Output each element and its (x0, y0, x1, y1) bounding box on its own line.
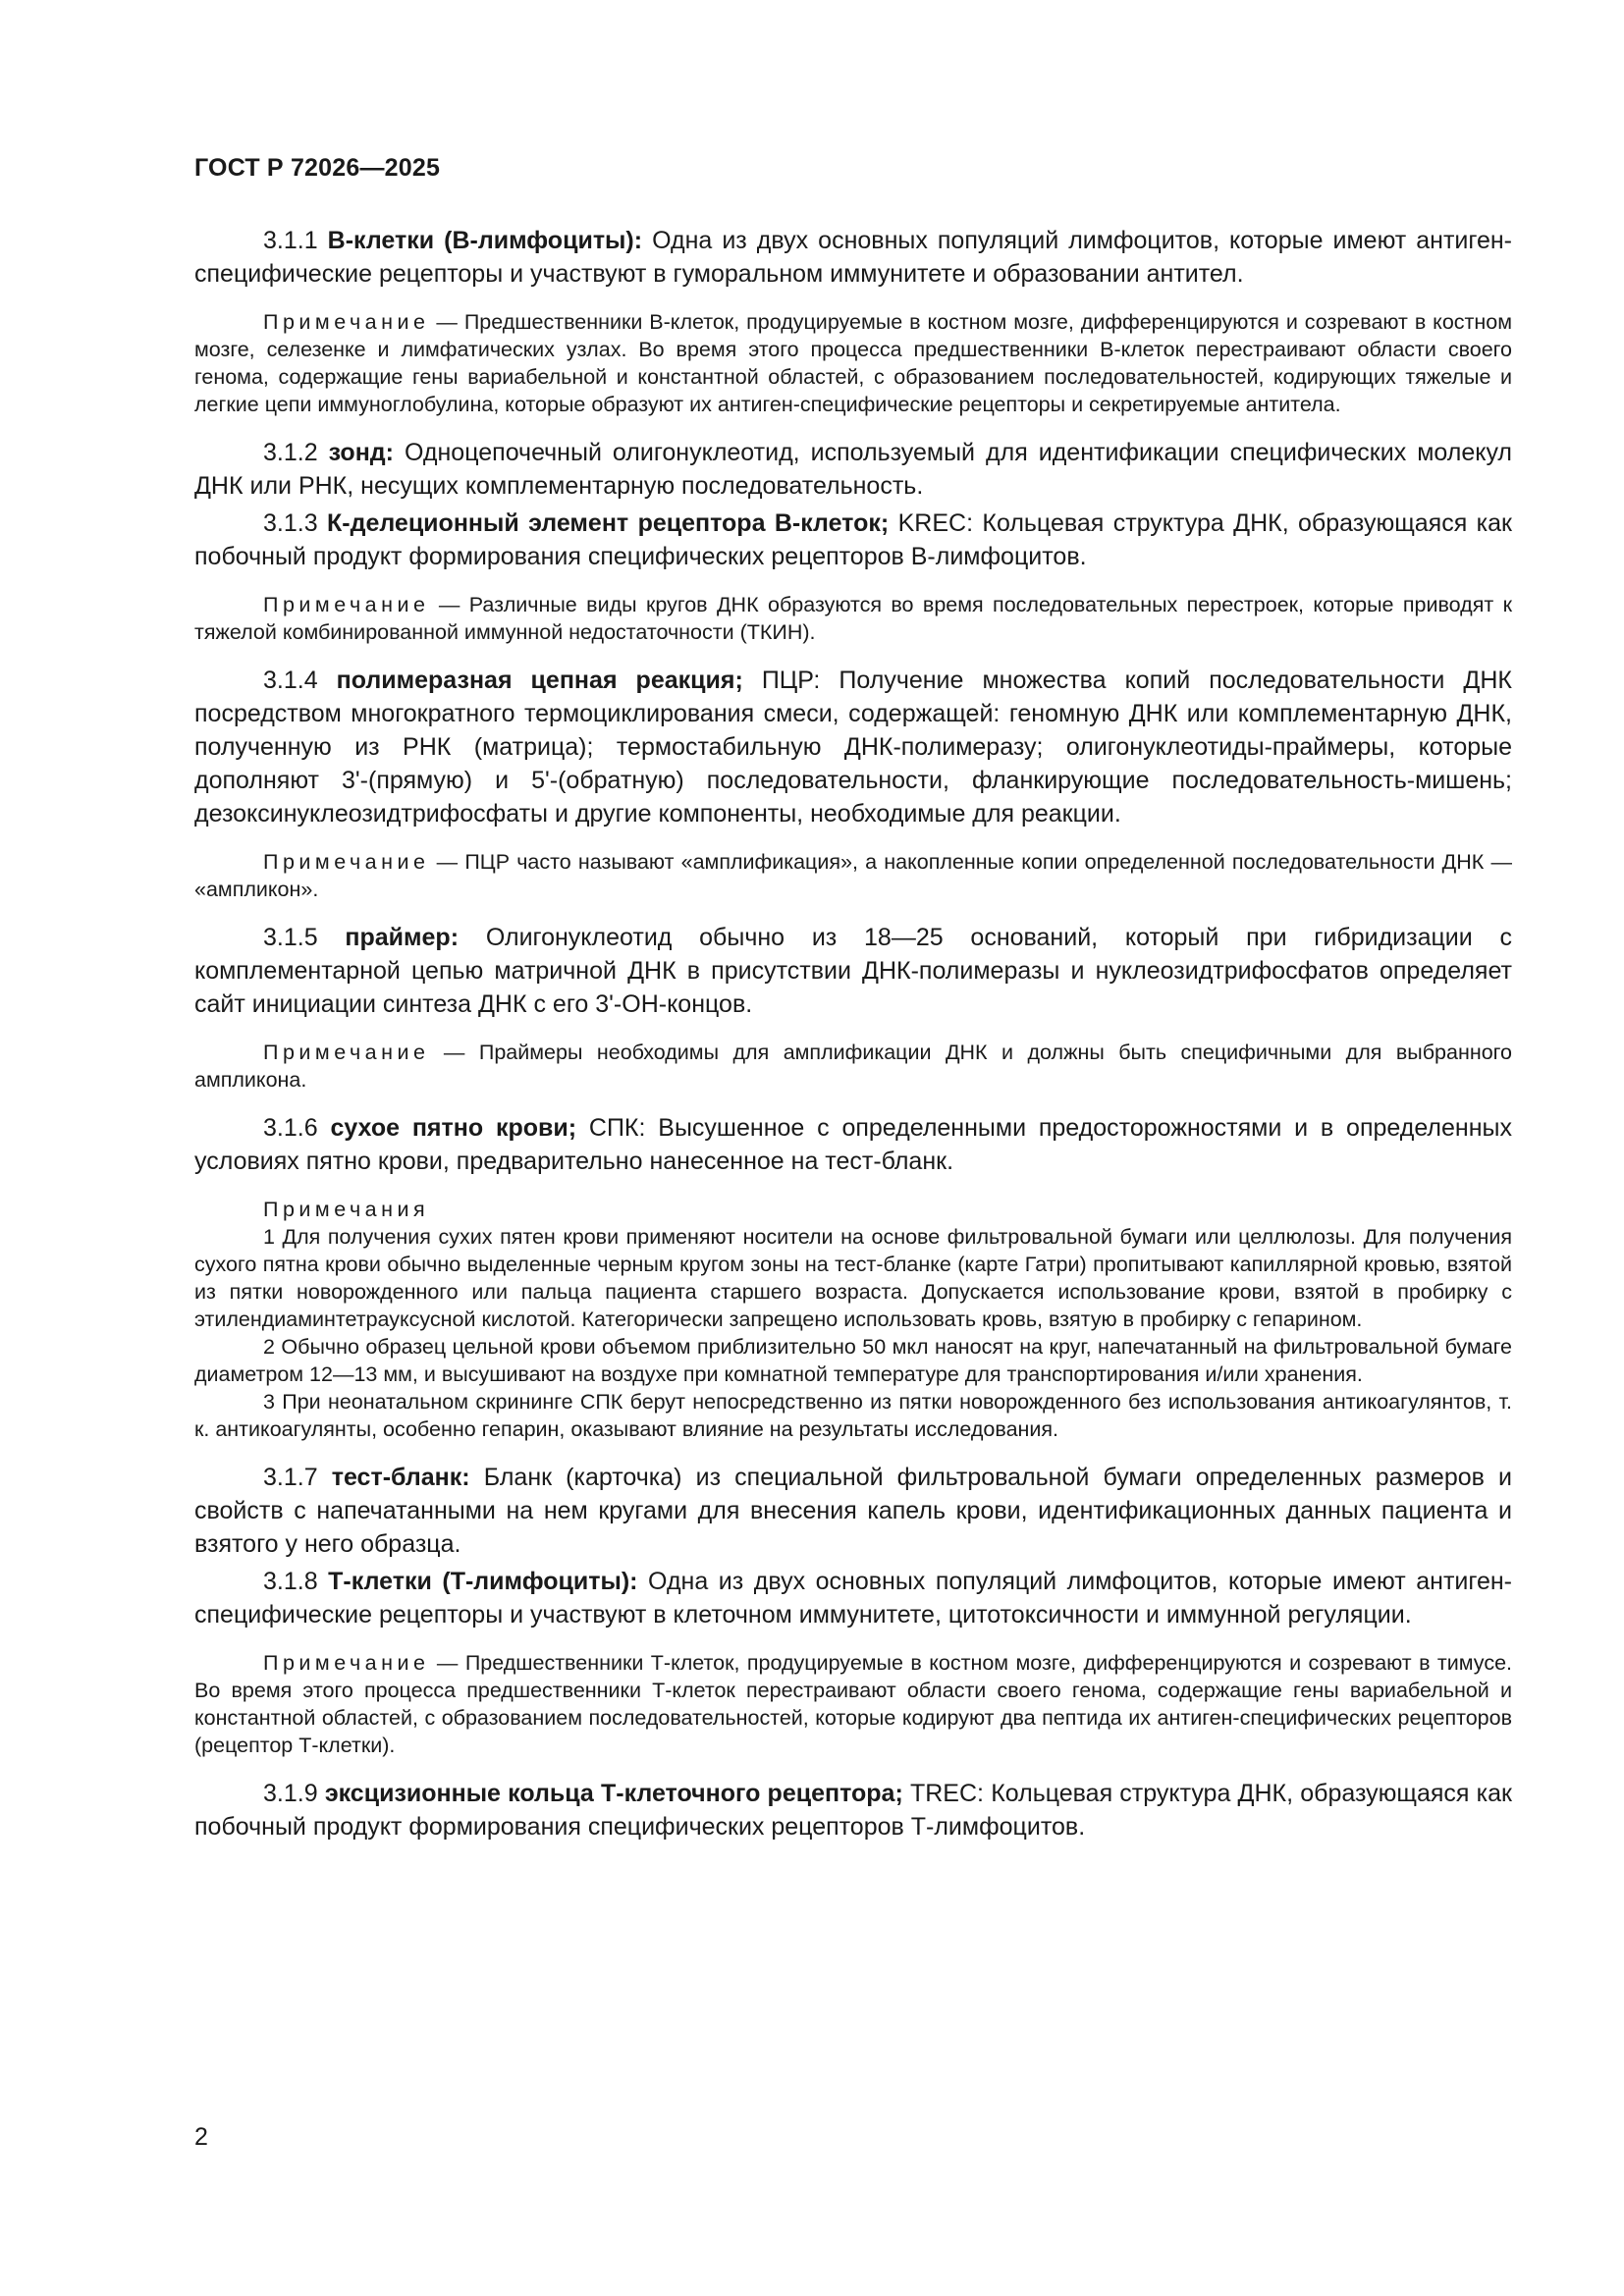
term-definition: Одна из двух основных популяций лимфоцитов, которые имеют антиген-специфические рецепторы и участвуют в клеточном иммунитете, цитотоксичности и иммунной регуляции. (194, 1568, 1512, 1629)
note-label: Примечание (263, 1651, 430, 1675)
term-number: 3.1.3 (263, 509, 318, 537)
term-3-1-3 (194, 507, 1512, 573)
term-name: К-делеционный элемент рецептора В-клеток; (327, 509, 890, 537)
term-name: тест-бланк: (331, 1464, 470, 1491)
term-abbreviation: TREC: (909, 1780, 984, 1807)
note-item-number: 3 (263, 1390, 275, 1414)
term-3-1-1 (194, 224, 1512, 291)
term-name: сухое пятно крови; (330, 1114, 577, 1142)
note-item-text: Для получения сухих пятен крови применяют носители на основе фильтровальной бумаги или целлюлозы. Для получения сухого пятна крови обычно выделенные черным кругом зоны на тест-бланке (карте Гатри) пропитывают капиллярной кровью, взятой из пятки новорожденного или пальца пациента старшего возраста. Допускается использование крови, взятой в пробирку с этилендиаминтетрауксусной кислотой. Категорически запрещено использовать кровь, взятую в пробирку с гепарином. (194, 1225, 1512, 1331)
note-text: — ПЦР часто называют «амплификация», а накопленные копии определенной последовательности ДНК — «ампликон». (194, 850, 1512, 901)
term-name: В-клетки (В-лимфоциты): (327, 227, 643, 254)
page-number: 2 (194, 2123, 208, 2151)
term-number: 3.1.9 (263, 1780, 318, 1807)
note-label: Примечание (263, 1041, 430, 1064)
term-abbreviation: СПК: (588, 1114, 646, 1142)
term-definition: Получение множества копий последовательности ДНК посредством многократного термоциклирования смеси, содержащей: геномную ДНК или комплементарную ДНК, полученную из РНК (матрица); термостабильную ДНК-полимеразу; олигонуклеотиды-праймеры, которые дополняют 3'-(прямую) и 5'-(обратную) последовательности, фланкирующие последовательность-мишень; дезоксинуклеозидтрифосфаты и другие компоненты, необходимые для реакции. (194, 667, 1512, 828)
note-label: Примечание (263, 310, 430, 334)
note-text: — Предшественники Т-клеток, продуцируемые в костном мозге, дифференцируются и созревают в тимусе. Во время этого процесса предшественники Т-клеток перестраивают области своего генома, содержащие гены вариабельной и константной областей, с образованием последовательностей, которые кодируют два пептида их антиген-специфических рецепторов (рецептор Т-клетки). (194, 1651, 1512, 1757)
term-definition: Высушенное с определенными предосторожностями и в определенных условиях пятно крови, предварительно нанесенное на тест-бланк. (194, 1114, 1512, 1175)
note-3-1-5 (194, 1039, 1512, 1094)
note-item-number: 1 (263, 1225, 275, 1249)
note-item (194, 1388, 1512, 1443)
term-3-1-4 (194, 664, 1512, 830)
note-item (194, 1333, 1512, 1388)
term-abbreviation: KREC: (897, 509, 974, 537)
note-3-1-3 (194, 591, 1512, 646)
term-number: 3.1.5 (263, 924, 318, 951)
notes-3-1-6 (194, 1196, 1512, 1443)
note-3-1-8 (194, 1649, 1512, 1759)
note-item-text: При неонатальном скрининге СПК берут непосредственно из пятки новорожденного без использования антикоагулянтов, т. к. антикоагулянты, особенно гепарин, оказывают влияние на результаты исследования. (194, 1390, 1512, 1441)
term-abbreviation: ПЦР: (761, 667, 821, 694)
term-number: 3.1.1 (263, 227, 318, 254)
term-3-1-7 (194, 1461, 1512, 1561)
terms-section (194, 224, 1512, 1861)
term-number: 3.1.7 (263, 1464, 318, 1491)
note-text: — Предшественники В-клеток, продуцируемые в костном мозге, дифференцируются и созревают в костном мозге, селезенке и лимфатических узлах. Во время этого процесса предшественники В-клеток перестраивают области своего генома, содержащие гены вариабельной и константной областей, с образованием последовательностей, кодирующих тяжелые и легкие цепи иммуноглобулина, которые образуют их антиген-специфические рецепторы и секретируемые антитела. (194, 310, 1512, 416)
note-item (194, 1223, 1512, 1333)
term-name: эксцизионные кольца Т-клеточного рецептора; (324, 1780, 903, 1807)
term-name: зонд: (328, 439, 394, 466)
term-3-1-6 (194, 1111, 1512, 1178)
term-name: Т-клетки (Т-лимфоциты): (328, 1568, 638, 1595)
notes-label: Примечания (263, 1198, 430, 1221)
term-3-1-2 (194, 436, 1512, 503)
term-number: 3.1.4 (263, 667, 318, 694)
term-3-1-5 (194, 921, 1512, 1021)
term-3-1-8 (194, 1565, 1512, 1631)
note-text: — Праймеры необходимы для амплификации ДНК и должны быть специфичными для выбранного ампликона. (194, 1041, 1512, 1092)
term-name: полимеразная цепная реакция; (336, 667, 743, 694)
term-definition: Кольцевая структура ДНК, образующаяся как побочный продукт формирования специфических рецепторов Т-лимфоцитов. (194, 1780, 1512, 1841)
term-number: 3.1.2 (263, 439, 318, 466)
note-3-1-1 (194, 308, 1512, 418)
term-definition: Одна из двух основных популяций лимфоцитов, которые имеют антиген-специфические рецепторы и участвуют в гуморальном иммунитете и образовании антител. (194, 227, 1512, 288)
term-3-1-9 (194, 1777, 1512, 1843)
note-text: — Различные виды кругов ДНК образуются во время последовательных перестроек, которые приводят к тяжелой комбинированной иммунной недостаточности (ТКИН). (194, 593, 1512, 644)
document-header: ГОСТ Р 72026—2025 (194, 154, 441, 182)
note-item-number: 2 (263, 1335, 275, 1359)
note-3-1-4 (194, 848, 1512, 903)
term-definition: Бланк (карточка) из специальной фильтровальной бумаги определенных размеров и свойств с напечатанными на нем кругами для внесения капель крови, идентификационных данных пациента и взятого у него образца. (194, 1464, 1513, 1558)
note-label: Примечание (263, 850, 430, 874)
term-definition: Кольцевая структура ДНК, образующаяся как побочный продукт формирования специфических рецепторов В-лимфоцитов. (194, 509, 1512, 570)
term-number: 3.1.8 (263, 1568, 318, 1595)
term-name: праймер: (345, 924, 460, 951)
term-definition: Олигонуклеотид обычно из 18—25 оснований, который при гибридизации с комплементарной цепью матричной ДНК в присутствии ДНК-полимеразы и нуклеозидтрифосфатов определяет сайт инициации синтеза ДНК с его 3'-ОН-концов. (194, 924, 1513, 1018)
note-label: Примечание (263, 593, 430, 616)
term-definition: Одноцепочечный олигонуклеотид, используемый для идентификации специфических молекул ДНК или РНК, несущих комплементарную последовательность. (194, 439, 1512, 500)
term-number: 3.1.6 (263, 1114, 318, 1142)
note-item-text: Обычно образец цельной крови объемом приблизительно 50 мкл наносят на круг, напечатанный на фильтровальной бумаге диаметром 12—13 мм, и высушивают на воздухе при комнатной температуре для транспортирования и/или хранения. (194, 1335, 1512, 1386)
